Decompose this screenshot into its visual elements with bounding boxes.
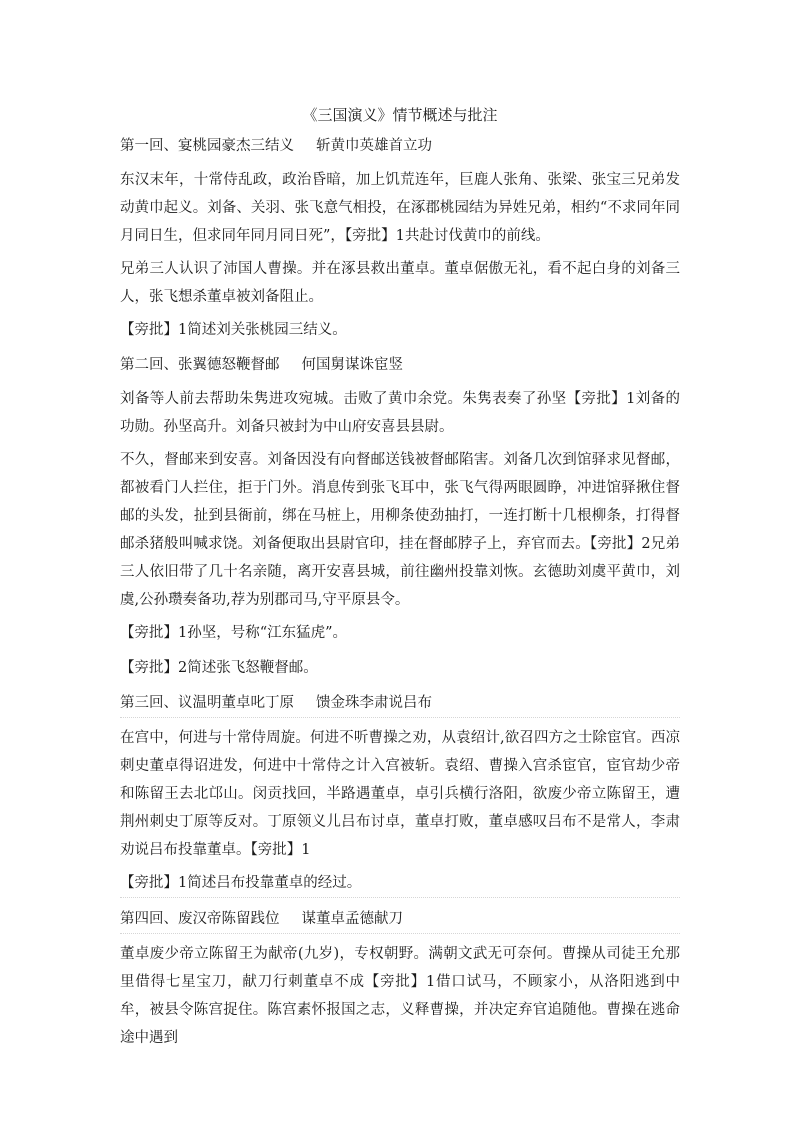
chapter-subtitle: 谋董卓孟德献刀 — [301, 911, 403, 927]
paragraph: 刘备等人前去帮助朱隽进攻宛城。击败了黄巾余党。朱隽表奏了孙坚【旁批】1刘备的功勋。孙坚高升。刘备只被封为中山府安喜县县尉。 — [120, 391, 680, 435]
chapter-heading — [120, 905, 680, 934]
document-title: 《三国演义》情节概述与批注 — [302, 106, 498, 124]
side-note: 【旁批】1孙坚，号称“江东猛虎”。 — [120, 625, 348, 641]
paragraph: 不久，督邮来到安喜。刘备因没有向督邮送钱被督邮陷害。刘备几次到馆驿求见督邮，都被看门人拦住，拒于门外。消息传到张飞耳中，张飞气得两眼圆睁，冲进馆驿揪住督邮的头发，扯到县衙前，绑在马桩上，用柳条使劲抽打，一连打断十几根柳条，打得督邮杀猪般叫喊求饶。刘备便取出县尉官印，挂在督邮脖子上，弃官而去。【旁批】2兄弟三人依旧带了几十名亲随，离开安喜县城，前往幽州投靠刘恢。玄德助刘虞平黄巾，刘虞,公孙瓒奏备功,荐为别郡司马,守平原县令。 — [120, 452, 680, 608]
paragraph: 董卓废少帝立陈留王为献帝(九岁)，专权朝野。满朝文武无可奈何。曹操从司徒王允那里借得七星宝刀，献刀行刺董卓不成【旁批】1借口试马，不顾家小，从洛阳逃到中牟，被县令陈宫捉住。陈宫素怀报国之志，义释曹操，并决定弃官追随他。曹操在逃命途中遇到 — [120, 946, 680, 1046]
chapter-heading — [120, 132, 680, 160]
paragraph: 东汉末年，十常侍乱政，政治昏暗，加上饥荒连年，巨鹿人张角、张梁、张宝三兄弟发动黄巾起义。刘备、关羽、张飞意气相投，在涿郡桃园结为异姓兄弟，相约“不求同年同月同日生，但求同年同月同日死”，【旁批】1共赴讨伐黄巾的前线。 — [120, 172, 680, 244]
chapter-heading — [120, 689, 680, 718]
document-body — [120, 132, 680, 1057]
paragraph: 在宫中，何进与十常侍周旋。何进不听曹操之劝，从袁绍计,欲召四方之士除宦官。西凉刺史董卓得诏进发，何进中十常侍之计入宫被斩。袁绍、曹操入宫杀宦官，宦官劫少帝和陈留王去北邙山。闵贡找回，半路遇董卓，卓引兵横行洛阳，欲废少帝立陈留王，遭荆州刺史丁原等反对。丁原领义儿吕布讨卓，董卓打败，董卓感叹吕布不是常人，李肃劝说吕布投靠董卓。【旁批】1 — [120, 730, 680, 858]
side-note: 【旁批】2简述张飞怒鞭督邮。 — [120, 660, 318, 676]
chapter-title: 第四回、废汉帝陈留践位 — [120, 911, 280, 927]
side-note: 【旁批】1简述刘关张桃园三结义。 — [120, 322, 347, 338]
chapter-heading — [120, 351, 680, 379]
chapter-title: 第一回、宴桃园豪杰三结义 — [120, 138, 294, 154]
chapter-subtitle: 馈金珠李肃说吕布 — [316, 695, 432, 711]
paragraph: 兄弟三人认识了沛国人曹操。并在涿县救出董卓。董卓倨傲无礼，看不起白身的刘备三人，张飞想杀董卓被刘备阻止。 — [120, 261, 680, 305]
chapter-title: 第二回、张翼德怒鞭督邮 — [120, 357, 280, 373]
chapter-subtitle: 何国舅谋诛宦竖 — [301, 357, 403, 373]
side-note: 【旁批】1简述吕布投靠董卓的经过。 — [120, 869, 680, 898]
chapter-title: 第三回、议温明董卓叱丁原 — [120, 695, 294, 711]
chapter-subtitle: 斩黄巾英雄首立功 — [316, 138, 432, 154]
